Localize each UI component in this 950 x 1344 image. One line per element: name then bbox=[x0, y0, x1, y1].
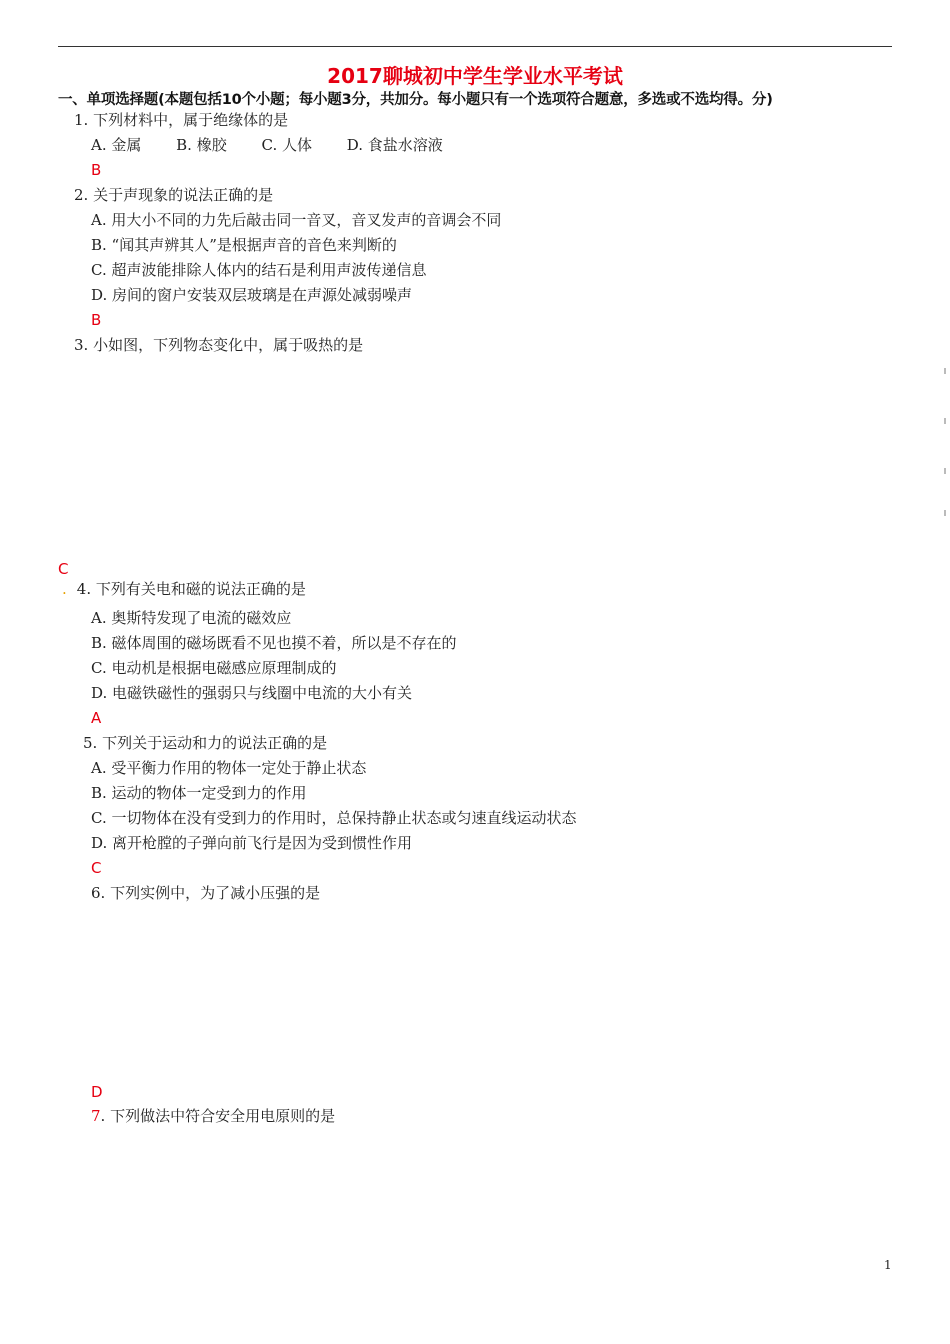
q4-option-a: A. 奥斯特发现了电流的磁效应 bbox=[91, 609, 292, 627]
question-1-options bbox=[91, 135, 443, 155]
q1-option-b: B. 橡胶 bbox=[176, 136, 227, 154]
q5-option-a: A. 受平衡力作用的物体一定处于静止状态 bbox=[91, 759, 367, 777]
header-rule bbox=[58, 46, 892, 47]
question-2: 2. 关于声现象的说法正确的是 bbox=[74, 186, 274, 204]
answer-3: C bbox=[58, 560, 69, 578]
q2-option-d: D. 房间的窗户安装双层玻璃是在声源处减弱噪声 bbox=[91, 286, 413, 304]
q2-option-b: B. “闻其声辨其人”是根据声音的音色来判断的 bbox=[91, 236, 397, 254]
question-4 bbox=[62, 579, 306, 599]
q2-option-c: C. 超声波能排除人体内的结石是利用声波传递信息 bbox=[91, 261, 427, 279]
answer-4: A bbox=[91, 709, 102, 727]
question-7-number: 7 bbox=[91, 1107, 101, 1125]
question-6: 6. 下列实例中，为了减小压强的是 bbox=[91, 884, 321, 902]
margin-mark bbox=[944, 368, 946, 374]
question-7 bbox=[91, 1106, 335, 1126]
q1-option-d: D. 食盐水溶液 bbox=[346, 136, 443, 154]
q1-option-a: A. 金属 bbox=[91, 136, 142, 154]
answer-1: B bbox=[91, 161, 102, 179]
page-number: 1 bbox=[884, 1258, 892, 1272]
margin-mark bbox=[944, 510, 946, 516]
margin-mark bbox=[944, 418, 946, 424]
answer-5: C bbox=[91, 859, 102, 877]
question-3: 3. 小如图，下列物态变化中，属于吸热的是 bbox=[74, 336, 364, 354]
q4-option-d: D. 电磁铁磁性的强弱只与线圈中电流的大小有关 bbox=[91, 684, 413, 702]
q5-option-b: B. 运动的物体一定受到力的作用 bbox=[91, 784, 307, 802]
answer-2: B bbox=[91, 311, 102, 329]
answer-6: D bbox=[91, 1083, 103, 1101]
q5-option-c: C. 一切物体在没有受到力的作用时，总保持静止状态或匀速直线运动状态 bbox=[91, 809, 577, 827]
q2-option-a: A. 用大小不同的力先后敲击同一音叉，音叉发声的音调会不同 bbox=[91, 211, 502, 229]
section-heading: 一、单项选择题(本题包括10个小题；每小题3分，共加分。每小题只有一个选项符合题意，多选或不选均得。分) bbox=[58, 92, 773, 108]
question-1: 1. 下列材料中，属于绝缘体的是 bbox=[74, 111, 289, 129]
question-4-text: 4. 下列有关电和磁的说法正确的是 bbox=[76, 580, 306, 598]
q5-option-d: D. 离开枪膛的子弹向前飞行是因为受到惯性作用 bbox=[91, 834, 413, 852]
q1-option-c: C. 人体 bbox=[261, 136, 312, 154]
q4-option-b: B. 磁体周围的磁场既看不见也摸不着，所以是不存在的 bbox=[91, 634, 457, 652]
q4-option-c: C. 电动机是根据电磁感应原理制成的 bbox=[91, 659, 337, 677]
margin-mark bbox=[944, 468, 946, 474]
page-title: 2017聊城初中学生学业水平考试 bbox=[327, 64, 623, 88]
question-5: 5. 下列关于运动和力的说法正确的是 bbox=[83, 734, 328, 752]
bullet-dot: . bbox=[62, 580, 67, 598]
question-7-text: . 下列做法中符合安全用电原则的是 bbox=[100, 1107, 336, 1125]
